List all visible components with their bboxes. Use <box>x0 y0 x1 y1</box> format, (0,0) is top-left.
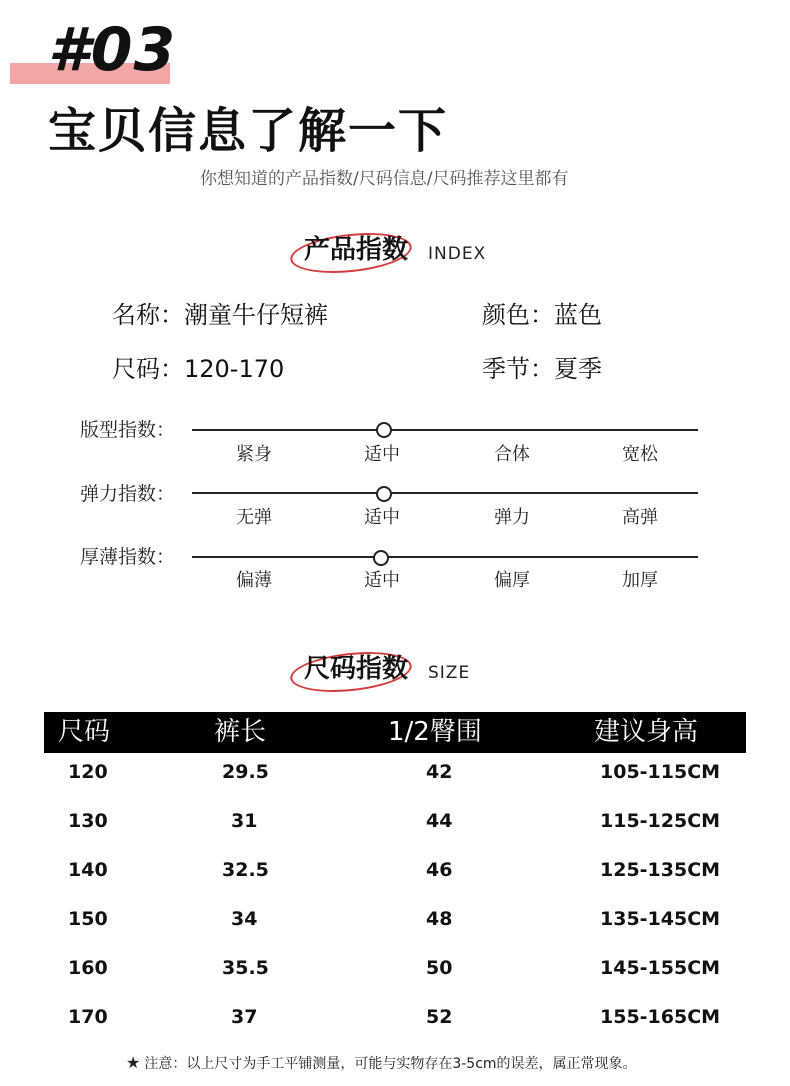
cell-length: 35.5 <box>222 957 269 979</box>
product-season: 季节：夏季 <box>482 355 602 383</box>
table-row <box>0 906 790 932</box>
product-size-range: 尺码：120-170 <box>112 355 285 383</box>
index-section-heading <box>290 228 510 276</box>
cell-size: 160 <box>68 957 108 979</box>
column-header-height: 建议身高 <box>594 717 699 747</box>
cell-height: 135-145CM <box>600 908 721 930</box>
elasticity-option: 高弹 <box>622 507 658 528</box>
fit-index-label: 版型指数： <box>80 419 176 441</box>
cell-length: 31 <box>231 810 258 832</box>
size-section-heading <box>290 647 510 695</box>
page-title: 宝贝信息了解一下 <box>48 103 449 159</box>
cell-hip: 42 <box>426 761 453 783</box>
size-heading-en: SIZE <box>428 663 471 683</box>
index-heading-en: INDEX <box>428 244 487 264</box>
column-header-length: 裤长 <box>214 717 267 747</box>
elasticity-option: 无弹 <box>236 507 272 528</box>
thickness-index-label: 厚薄指数： <box>80 546 176 568</box>
product-name: 名称：潮童牛仔短裤 <box>112 301 328 329</box>
table-row <box>0 857 790 883</box>
size-heading-cn: 尺码指数 <box>304 654 409 684</box>
column-header-hip: 1/2臀围 <box>388 717 482 747</box>
cell-hip: 48 <box>426 908 453 930</box>
thickness-option: 偏厚 <box>494 570 530 591</box>
section-number: #03 <box>48 15 177 85</box>
cell-hip: 46 <box>426 859 453 881</box>
note-text: 注意：以上尺寸为手工平铺测量，可能与实物存在3-5cm的误差，属正常现象。 <box>144 1056 637 1072</box>
page-subtitle: 你想知道的产品指数/尺码信息/尺码推荐这里都有 <box>200 169 569 189</box>
cell-height: 155-165CM <box>600 1006 721 1028</box>
table-row <box>0 955 790 981</box>
measurement-note <box>126 1052 637 1075</box>
table-row <box>0 1004 790 1030</box>
elasticity-index-label: 弹力指数： <box>80 483 176 505</box>
thickness-option: 适中 <box>364 570 400 591</box>
table-row <box>0 759 790 785</box>
cell-hip: 44 <box>426 810 453 832</box>
cell-height: 115-125CM <box>600 810 721 832</box>
column-header-size: 尺码 <box>58 717 111 747</box>
fit-option: 紧身 <box>236 444 272 465</box>
fit-option: 合体 <box>494 444 530 465</box>
cell-size: 170 <box>68 1006 108 1028</box>
elasticity-index-marker <box>376 486 392 502</box>
thickness-index-scale <box>192 556 698 558</box>
thickness-index-marker <box>373 550 389 566</box>
product-color: 颜色：蓝色 <box>482 301 602 329</box>
cell-size: 140 <box>68 859 108 881</box>
cell-length: 34 <box>231 908 258 930</box>
fit-option: 宽松 <box>622 444 658 465</box>
cell-length: 32.5 <box>222 859 269 881</box>
cell-height: 105-115CM <box>600 761 721 783</box>
cell-size: 150 <box>68 908 108 930</box>
table-row <box>0 808 790 834</box>
fit-index-marker <box>376 422 392 438</box>
elasticity-index-scale <box>192 492 698 494</box>
cell-height: 125-135CM <box>600 859 721 881</box>
cell-hip: 52 <box>426 1006 453 1028</box>
cell-hip: 50 <box>426 957 453 979</box>
elasticity-option: 弹力 <box>494 507 530 528</box>
thickness-option: 偏薄 <box>236 570 272 591</box>
fit-option: 适中 <box>364 444 400 465</box>
thickness-option: 加厚 <box>622 570 658 591</box>
cell-size: 130 <box>68 810 108 832</box>
cell-length: 29.5 <box>222 761 269 783</box>
cell-size: 120 <box>68 761 108 783</box>
fit-index-scale <box>192 429 698 431</box>
cell-length: 37 <box>231 1006 258 1028</box>
elasticity-option: 适中 <box>364 507 400 528</box>
star-icon: ★ <box>126 1053 141 1072</box>
cell-height: 145-155CM <box>600 957 721 979</box>
index-heading-cn: 产品指数 <box>304 235 409 265</box>
